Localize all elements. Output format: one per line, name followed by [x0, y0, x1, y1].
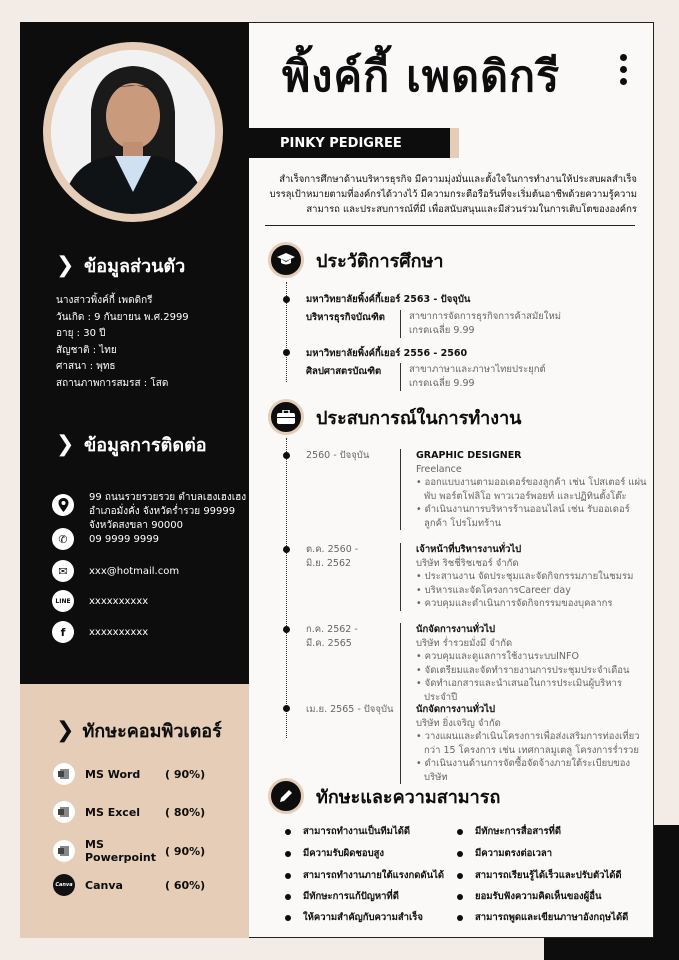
religion: ศาสนา : พุทธ: [56, 361, 116, 372]
company: บริษัท ริชชี่ริชเชอร์ จำกัด: [416, 557, 519, 569]
ability-item: ให้ความสำคัญกับความสำเร็จ: [285, 910, 423, 925]
timeline-line: [286, 438, 287, 738]
job-entry: [400, 623, 648, 704]
education-heading: ประวัติการศึกษา: [268, 242, 444, 278]
experience-heading: ประสบการณ์ในการทำงาน: [268, 399, 522, 435]
job-date: 2560 - ปัจจุบัน: [306, 450, 370, 461]
ability-item: มีทักษะการสื่อสารที่ดี: [457, 824, 561, 839]
canva-icon: Canva: [53, 874, 75, 896]
phone-icon: ✆: [52, 528, 74, 550]
school-name: มหาวิทยาลัยพิ้งค์กี้เยอร์ 2563 - ปัจจุบัน: [306, 294, 471, 305]
powerpoint-icon: [53, 840, 75, 862]
computer-skill-item: MS Powerpoint ( 90%): [53, 838, 205, 864]
job-entry: [400, 449, 648, 530]
english-name-bar: PINKY PEDIGREE: [249, 128, 450, 158]
ability-item: สามารถทำงานเป็นทีมได้ดี: [285, 824, 410, 839]
job-bullet: • วางแผนและดำเนินโครงการเพื่อส่งเสริมการท่องเที่ยวกว่า 15 โครงการ เช่น เทศกาลมูเตลู โครงการร่ำรวย: [416, 731, 640, 756]
ability-item: มีทักษะการแก้ปัญหาที่ดี: [285, 889, 399, 904]
chevron-right-icon: ❯: [56, 253, 75, 278]
pencil-icon: [268, 778, 304, 814]
excel-icon: [53, 801, 75, 823]
job-bullet: • ดำเนินงานการบริหารร้านออนไลน์ เช่น รับออเดอร์ลูกค้า โปรโมทร้าน: [416, 504, 630, 529]
facebook-icon: f: [52, 621, 74, 643]
graduation-cap-icon: [268, 242, 304, 278]
computer-skill-item: MS Word ( 90%): [53, 763, 205, 785]
job-title: นักจัดการงานทั่วไป: [416, 624, 496, 635]
company: บริษัท ยิ่งเจริญ จำกัด: [416, 717, 501, 729]
age: อายุ : 30 ปี: [56, 328, 106, 339]
job-bullet: • ควบคุมและดูแลการใช้งานระบบINFO: [416, 651, 579, 662]
job-entry: [400, 543, 648, 611]
ability-item: สามารถทำงานภายใต้แรงกดดันได้: [285, 868, 444, 883]
location-icon: [52, 494, 74, 516]
ability-item: มีความตรงต่อเวลา: [457, 846, 552, 861]
birthdate: วันเกิด : 9 กันยายน พ.ศ.2999: [56, 311, 189, 323]
contact-email[interactable]: ✉ xxx@hotmail.com: [52, 560, 179, 582]
contact-address: [52, 477, 246, 533]
computer-skill-item: MS Excel ( 80%): [53, 801, 205, 823]
name-bar-accent: [450, 128, 459, 158]
ability-item: สามารถเรียนรู้ได้เร็วและปรับตัวได้ดี: [457, 868, 622, 883]
job-bullet: • บริหารและจัดโครงการCareer day: [416, 584, 571, 596]
job-bullet: • จัดเตรียมและจัดทำรายงานการประชุมประจำเดือน: [416, 664, 630, 676]
job-entry: [400, 703, 648, 784]
contact-heading: ❯ ข้อมูลการติดต่อ: [56, 432, 207, 457]
major-detail: สาขาภาษาและภาษาไทยประยุกต์ เกรดเฉลี่ย 9.99: [400, 363, 546, 391]
degree: ศิลปศาสตรบัณฑิต: [306, 366, 382, 377]
timeline-dot: [283, 349, 290, 356]
address-line: 99 ถนนรวยรวยรวย ตำบลเฮงเฮงเฮง: [89, 492, 247, 503]
company: บริษัท ร่ำรวยมั่งมี จำกัด: [416, 637, 513, 649]
company: Freelance: [416, 463, 462, 475]
timeline-dot: [283, 452, 290, 459]
job-date: ต.ค. 2560 - มิ.ย. 2562: [306, 544, 359, 569]
computer-skills-heading: ❯ ทักษะคอมพิวเตอร์: [56, 718, 222, 743]
degree: บริหารธุรกิจบัณฑิต: [306, 312, 385, 323]
chevron-right-icon: ❯: [56, 432, 75, 457]
ability-item: มีความรับผิดชอบสูง: [285, 846, 384, 861]
ability-item: สามารถพูดและเขียนภาษาอังกฤษได้ดี: [457, 910, 628, 925]
job-date: เม.ย. 2565 - ปัจจุบัน: [306, 704, 394, 715]
timeline-dot: [283, 626, 290, 633]
job-bullet: • ควบคุมและดำเนินการจัดกิจกรรมของบุคลากร: [416, 598, 613, 609]
line-icon: LINE: [52, 590, 74, 612]
personal-info-heading: ❯ ข้อมูลส่วนตัว: [56, 253, 186, 278]
ability-item: ยอมรับฟังความคิดเห็นของผู้อื่น: [457, 889, 601, 904]
contact-line: LINE xxxxxxxxxx: [52, 590, 148, 612]
job-bullet: • ออกแบบงานตามออเดอร์ของลูกค้า เช่น โปสเตอร์ แผ่นพับ พอร์ตโฟลิโอ พาวเวอร์พอยท์ และปฏิทินตั้งโต๊ะ: [416, 477, 647, 502]
marital-status: สถานภาพการสมรส : โสด: [56, 377, 169, 389]
job-bullet: • ประสานงาน จัดประชุมและจัดกิจกรรมภายในชมรม: [416, 571, 634, 582]
job-date: ก.ค. 2562 - มี.ค. 2565: [306, 624, 358, 649]
major-detail: สาขาการจัดการธุรกิจการค้าสมัยใหม่ เกรดเฉลี่ย 9.99: [400, 310, 561, 338]
abilities-heading: ทักษะและความสามารถ: [268, 778, 500, 814]
timeline-dot: [283, 546, 290, 553]
divider: [265, 225, 635, 226]
job-bullet: • จัดทำเอกสารและนำเสนอในการประเมินผู้บริหารประจำปี: [416, 678, 622, 703]
timeline-dot: [283, 296, 290, 303]
address-line: อำเภอมั่งคั่ง จังหวัดร่ำรวย 99999: [89, 506, 236, 517]
word-icon: [53, 763, 75, 785]
briefcase-icon: [268, 399, 304, 435]
more-dots-icon: [620, 54, 628, 90]
job-bullet: • ดำเนินงานด้านการจัดซื้อจัดจ้างภายใต้ระเบียบของบริษัท: [416, 758, 631, 783]
nationality: สัญชาติ : ไทย: [56, 344, 117, 356]
job-title: นักจัดการงานทั่วไป: [416, 704, 496, 715]
chevron-right-icon: ❯: [56, 718, 75, 743]
job-title: เจ้าหน้าที่บริหารงานทั่วไป: [416, 544, 522, 555]
job-title: GRAPHIC DESIGNER: [416, 450, 522, 461]
timeline-dot: [283, 705, 290, 712]
profile-summary: สำเร็จการศึกษาด้านบริหารธุรกิจ มีความมุ่งมั่นและตั้งใจในการทำงานให้ประสบผลสำเร็จ บรรลุเป้าหมายตามที่องค์กรได้วางไว้ มีความกระตือรือร้นที่จะเริ่มต้นอาชีพด้วยความรู้ความสามารถ และประสบการณ์ที่มี เพื่อสนับสนุนและมีส่วนร่วมในการเติบโตขององค์กร: [269, 174, 637, 215]
name-title: พิ้งค์กี้ เพดดิกรี: [282, 52, 561, 102]
email-icon: ✉: [52, 560, 74, 582]
decor-block: [545, 935, 679, 960]
profile-photo: [51, 50, 215, 214]
full-name: นางสาวพิ้งค์กี้ เพดดิกรี: [56, 295, 153, 306]
address-line: จังหวัดสงขลา 90000: [89, 520, 183, 531]
contact-phone: ✆ 09 9999 9999: [52, 528, 159, 550]
contact-facebook: f xxxxxxxxxx: [52, 621, 148, 643]
personal-info: [56, 293, 189, 392]
computer-skill-item: Canva Canva ( 60%): [53, 874, 205, 896]
school-name: มหาวิทยาลัยพิ้งค์กี้เยอร์ 2556 - 2560: [306, 348, 468, 359]
